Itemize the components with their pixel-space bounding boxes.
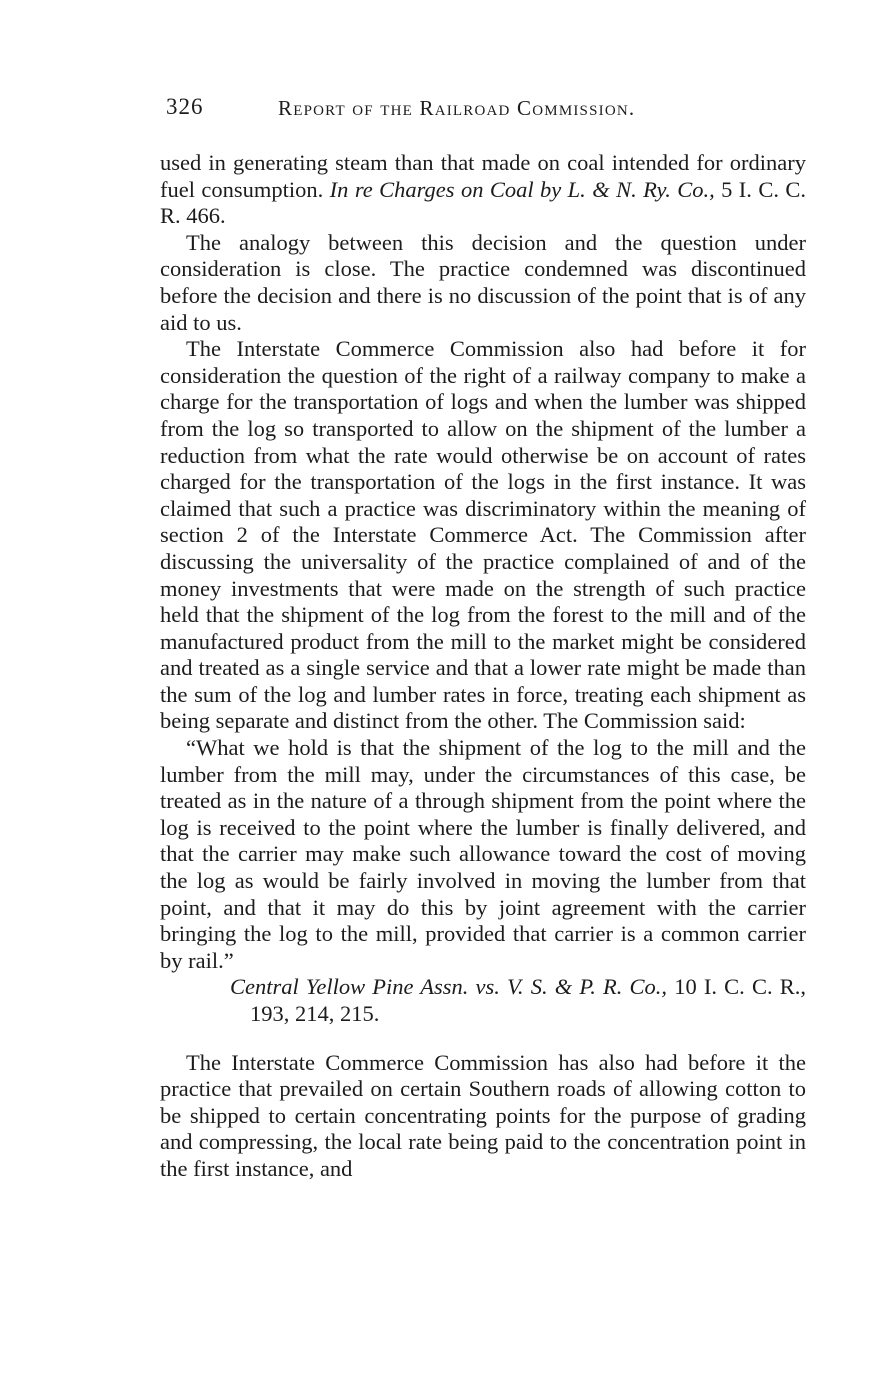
block-quote: “What we hold is that the shipment of the log to the mill and the lumber from the mill may, under the circumstances of this case, be treated as in the nature of a through shipment from the point where the log is received to the point where the lumber is finally delivered, and that the carrier may make such allowance toward the cost of moving the log as would be fairly involved in moving the lumber from that point, and that it may do this by joint agreement with the carrier bringing the log to the mill, provided that carrier is a common carrier by rail.” [160, 735, 806, 973]
citation-reference: 10 I. C. C. R., 193, 214, 215. [250, 974, 806, 1026]
paragraph-analogy: The analogy between this decision and the question under consideration is close. The practice condemned was discontinued before the decision and there is no discussion of the point that is of any aid to us. [160, 229, 806, 335]
paragraph-log-shipment: The Interstate Commerce Commission also had before it for consideration the question of the right of a railway company to make a charge for the transportation of logs and when the lumber was shipped from the log so transported to allow on the shipment of the lumber a reduction from what the rate would otherwise be on account of rates charged for the transportation of the logs in the first instance. It was claimed that such a practice was discriminatory within the meaning of section 2 of the Interstate Commerce Act. The Commission after discussing the universality of the practice complained of and of the money investments that were made on the strength of such practice held that the shipment of the log from the forest to the mill and of the manufactured product from the mill to the market might be considered and treated as a single service and that a lower rate might be made than the sum of the log and lumber rates in force, treating each shipment as being separate and distinct from the other. The Commission said: [160, 336, 806, 734]
case-citation: In re Charges on Coal by L. & N. Ry. Co., [329, 176, 715, 202]
reporter-reference: 5 I. C. C. R. 466. [160, 176, 806, 229]
running-head [160, 94, 800, 126]
body-text [160, 150, 806, 1183]
citation-case-name: Central Yellow Pine Assn. vs. V. S. & P. R. Co., [230, 974, 668, 1000]
paragraph-cotton: The Interstate Commerce Commission has also had before it the practice that prevailed on certain Southern roads of allowing cotton to be shipped to certain concentrating points for the purpose of grading and compressing, the local rate being paid to the concentration point in the first instance, and [160, 1049, 806, 1181]
paragraph-continuation [160, 150, 806, 230]
running-title: Report of the Railroad Commission. [278, 96, 636, 120]
page-number: 326 [166, 94, 204, 119]
paragraph-text: used in generating steam than that made on coal intended for ordinary fuel consumption. [160, 150, 806, 202]
quote-citation [230, 974, 806, 1027]
